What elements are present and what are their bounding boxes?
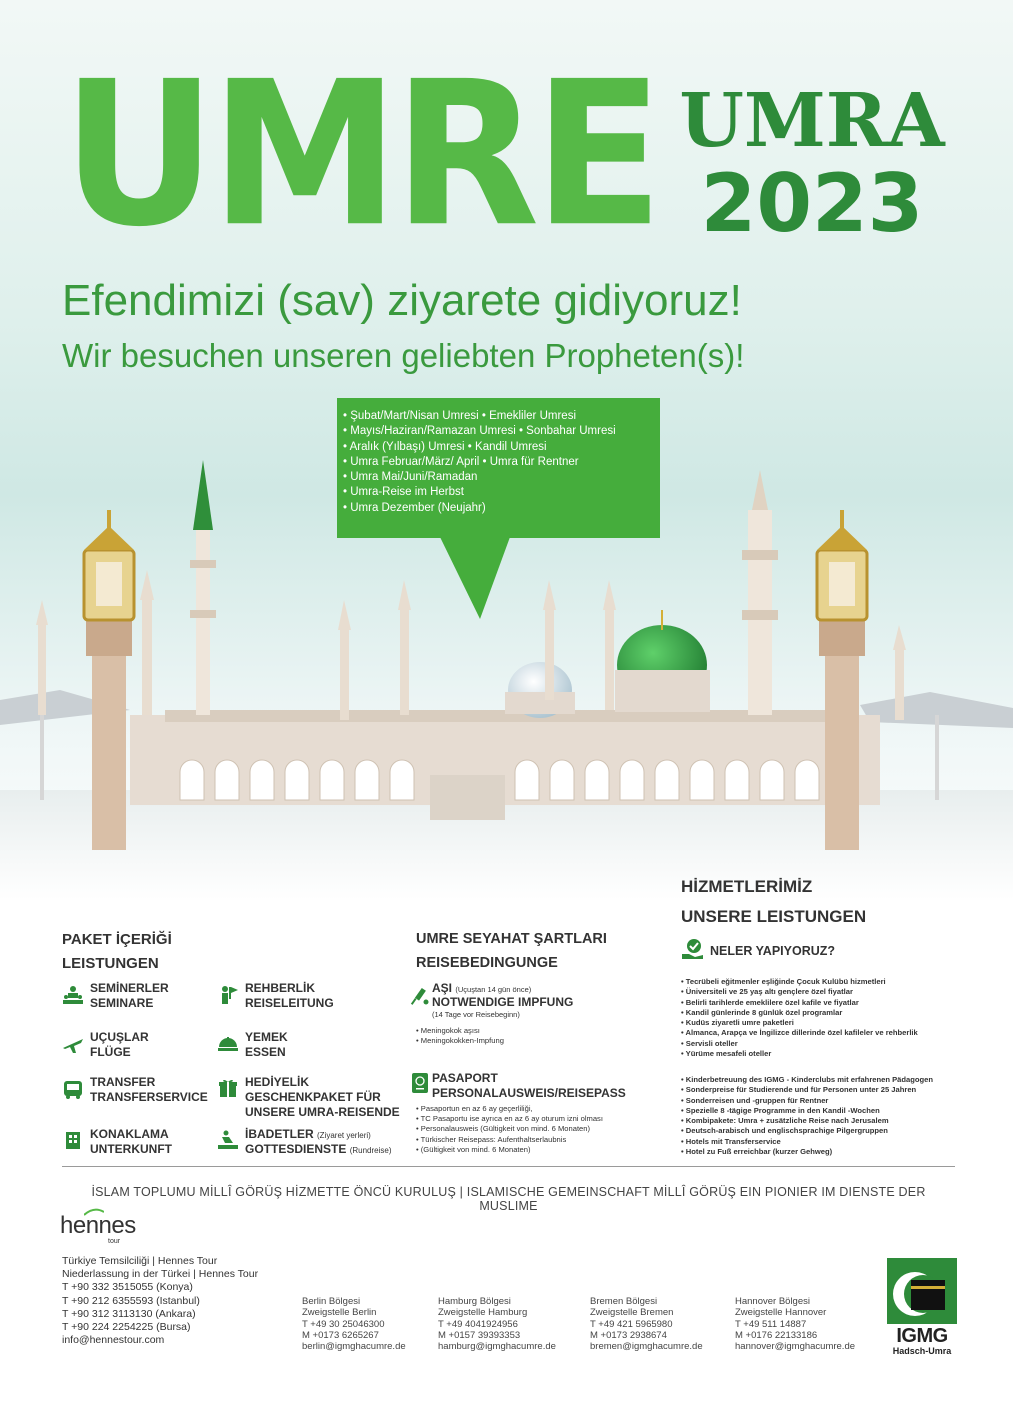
syringe-icon (410, 984, 430, 1006)
bus-icon (62, 1080, 84, 1100)
footer-divider (62, 1166, 955, 1167)
services-list-de (681, 1075, 981, 1157)
list-item (416, 1114, 656, 1124)
branch-phone: T +49 511 14887 (735, 1318, 807, 1330)
vaccine-title-de: NOTWENDIGE IMPFUNG (432, 995, 574, 1009)
branch-phone: T +49 30 25046300 (302, 1318, 385, 1330)
vaccine-note-tr: (Uçuştan 14 gün önce) (455, 985, 532, 994)
transfer-label-tr: TRANSFER (90, 1075, 156, 1089)
contact-line: Türkiye Temsilciliği | Hennes Tour (62, 1255, 218, 1267)
list-item: • Meningokokken-Impfung (416, 1036, 504, 1046)
list-item: • Kombipakete: Umra + zusätzliche Reise nach Jerusalem (681, 1116, 981, 1126)
list-item: • Kinderbetreuung des IGMG - Kinderclubs mit erfahrenen Pädagogen (681, 1075, 981, 1085)
branch-hannover (735, 1296, 855, 1352)
igmg-logo-text: IGMG (896, 1325, 948, 1347)
conditions-title-tr: UMRE SEYAHAT ŞARTLARI (416, 931, 607, 947)
branch-region: Bremen Bölgesi (590, 1296, 658, 1307)
hennes-logo-sub: tour (108, 1238, 121, 1245)
list-item: • Umra Februar/März/ April • Umra für Rentner (343, 455, 658, 470)
branch-mobile: M +0157 39393353 (438, 1329, 521, 1341)
slogan-german: Wir besuchen unseren geliebten Propheten(s)! (62, 337, 745, 374)
branch-berlin (302, 1296, 406, 1352)
vaccine-list (416, 1026, 504, 1046)
passport-icon (410, 1072, 430, 1094)
gift-label-de-line2: UNSERE UMRA-REISENDE (245, 1105, 400, 1119)
list-item: • Personalausweis (Gültigkeit von mind. 6 Monaten) (416, 1124, 656, 1134)
side-title: UMRA (679, 78, 945, 164)
list-item: • Umra Mai/Juni/Ramadan (343, 470, 658, 485)
contact-line: T +90 312 3113130 (Ankara) (62, 1307, 196, 1320)
flights-label-de: FLÜGE (90, 1045, 131, 1059)
guide-icon (217, 985, 239, 1005)
package-title-tr: PAKET İÇERİĞİ (62, 931, 172, 948)
passport-list (416, 1104, 656, 1155)
contact-line: T +90 332 3515055 (Konya) (62, 1281, 193, 1294)
food-label-tr: YEMEK (245, 1030, 288, 1044)
list-item-text: TC Pasaportu ise ayrıca en az 6 ay oturum izni olması (420, 1114, 603, 1124)
branch-phone: T +49 4041924956 (438, 1318, 518, 1330)
services-title-tr: HİZMETLERİMİZ (681, 877, 813, 896)
year-title: 2023 (700, 157, 924, 250)
main-title: UMRE (62, 38, 658, 271)
passport-title-de: PERSONALAUSWEIS/REISEPASS (432, 1086, 626, 1100)
umra-types-list (343, 409, 658, 516)
services-list-tr (681, 977, 981, 1059)
branch-phone: T +49 421 5965980 (590, 1318, 673, 1330)
vaccine-note-de: (14 Tage vor Reisebeginn) (432, 1010, 520, 1019)
list-item: • Yürüme mesafeli oteller (681, 1049, 981, 1059)
hotel-icon (62, 1130, 84, 1150)
igmg-logo-sub: Hadsch-Umra (892, 1346, 952, 1356)
airplane-icon (62, 1035, 84, 1055)
branch-email[interactable]: bremen@igmghacumre.de (590, 1341, 703, 1353)
branch-office: Zweigstelle Berlin (302, 1307, 377, 1319)
hennes-contact (62, 1255, 258, 1347)
package-title-de: LEISTUNGEN (62, 955, 159, 972)
list-item: • Meningokok aşısı (416, 1026, 504, 1036)
services-subtitle: NELER YAPIYORUZ? (710, 944, 836, 958)
worship-note-tr: (Ziyaret yerleri) (317, 1131, 371, 1140)
branch-region: Hamburg Bölgesi (438, 1296, 511, 1307)
branch-bremen (590, 1296, 703, 1352)
list-item: • Umra-Reise im Herbst (343, 485, 658, 500)
list-item: • Deutsch-arabisch und englischsprachige Pilgergruppen (681, 1126, 981, 1136)
branch-email[interactable]: berlin@igmghacumre.de (302, 1341, 406, 1353)
list-item: • Kudüs ziyaretli umre paketleri (681, 1018, 981, 1028)
branch-mobile: M +0176 22133186 (735, 1329, 818, 1341)
passport-title-tr: PASAPORT (432, 1071, 498, 1085)
list-item: • Pasaportun en az 6 ay geçerliliği, (416, 1104, 656, 1114)
branch-hamburg (438, 1296, 556, 1352)
slogan-turkish: Efendimizi (sav) ziyarete gidiyoruz! (62, 276, 742, 325)
contact-line: Niederlassung in der Türkei | Hennes Tour (62, 1268, 259, 1281)
list-item: • Sonderpreise für Studierende und für Personen unter 25 Jahren (681, 1085, 981, 1095)
conditions-title-de: REISEBEDINGUNGE (416, 955, 558, 971)
foundation-tagline: İSLAM TOPLUMU MİLLÎ GÖRÜŞ HİZMETTE ÖNCÜ KURULUŞ | ISLAMISCHE GEMEINSCHAFT MİLLÎ GÖRÜŞ EIN PIONIER IM DIENSTE DER MUSLIME (91, 1185, 926, 1213)
branch-mobile: M +0173 2938674 (590, 1329, 667, 1341)
list-item: • Servisli oteller (681, 1039, 981, 1049)
branch-office: Zweigstelle Bremen (590, 1307, 674, 1319)
list-item: • Mayıs/Haziran/Ramazan Umresi • Sonbahar Umresi (343, 424, 658, 439)
branch-region: Hannover Bölgesi (735, 1296, 810, 1307)
list-item: • Umra Dezember (Neujahr) (343, 501, 658, 516)
hennes-logo-swoosh (84, 1208, 104, 1216)
gift-icon (217, 1078, 239, 1098)
contact-line: T +90 224 2254225 (Bursa) (62, 1321, 191, 1334)
branch-office: Zweigstelle Hannover (735, 1307, 827, 1319)
branch-email[interactable]: hamburg@igmghacumre.de (438, 1341, 556, 1353)
bubble-tail (440, 537, 510, 619)
worship-label-tr (245, 1127, 371, 1143)
list-item: • Hotels mit Transferservice (681, 1137, 981, 1147)
list-item: • Aralık (Yılbaşı) Umresi • Kandil Umresi (343, 440, 658, 455)
list-item: • Şubat/Mart/Nisan Umresi • Emekliler Umresi (343, 409, 658, 424)
food-label-de: ESSEN (245, 1045, 286, 1059)
list-item: • Tecrübeli eğitmenler eşliğinde Çocuk Kulübü hizmetleri (681, 977, 981, 987)
list-item: • Sonderreisen und -gruppen für Rentner (681, 1096, 981, 1106)
list-item: • Almanca, Arapça ve İngilizce dillerinde özel kafileler ve rehberlik (681, 1028, 981, 1038)
transfer-label-de: TRANSFERSERVICE (90, 1090, 208, 1104)
branch-region: Berlin Bölgesi (302, 1296, 361, 1307)
hennes-logo: hennes (60, 1212, 136, 1239)
list-item: • Üniversiteli ve 25 yaş altı gençlere özel fiyatlar (681, 987, 981, 997)
accommodation-label-de: UNTERKUNFT (90, 1142, 172, 1156)
services-title-de: UNSERE LEISTUNGEN (681, 907, 867, 926)
gift-label-tr: HEDİYELİK (245, 1075, 310, 1089)
worship-label-de-text: GOTTESDIENSTE (245, 1142, 347, 1156)
list-item: • Kandil günlerinde 8 günlük özel programlar (681, 1008, 981, 1018)
contact-email[interactable]: info@hennestour.com (62, 1334, 165, 1347)
guide-label-tr: REHBERLİK (245, 981, 316, 995)
list-item (416, 1145, 656, 1155)
food-icon (217, 1035, 239, 1055)
list-item: • Türkischer Reisepass: Aufenthaltserlaubnis (416, 1135, 656, 1145)
list-item: • Belirli tarihlerde emeklilere özel kafile ve fiyatlar (681, 998, 981, 1008)
worship-note-de: (Rundreise) (349, 1146, 392, 1155)
prayer-icon (217, 1130, 239, 1150)
branch-mobile: M +0173 6265267 (302, 1329, 379, 1341)
list-item: • Spezielle 8 -tägige Programme in den Kandil -Wochen (681, 1106, 981, 1116)
seminar-label-de: SEMINARE (90, 996, 154, 1010)
flights-label-tr: UÇUŞLAR (90, 1030, 149, 1044)
seminar-icon (62, 985, 84, 1005)
worship-label-de (245, 1142, 391, 1158)
list-item-text: (Gültigkeit von mind. 6 Monaten) (420, 1144, 531, 1154)
gift-label-de: GESCHENKPAKET FÜR (245, 1090, 381, 1104)
contact-line: T +90 212 6355593 (Istanbul) (62, 1294, 200, 1307)
check-hand-icon (681, 938, 705, 960)
seminar-label-tr: SEMİNERLER (90, 981, 169, 995)
worship-label-tr-text: İBADETLER (245, 1127, 314, 1141)
accommodation-label-tr: KONAKLAMA (90, 1127, 169, 1141)
vaccine-title-tr-text: AŞI (432, 981, 453, 995)
guide-label-de: REISELEITUNG (245, 996, 334, 1010)
branch-email[interactable]: hannover@igmghacumre.de (735, 1341, 856, 1353)
branch-office: Zweigstelle Hamburg (438, 1307, 528, 1319)
list-item: • Hotel zu Fuß erreichbar (kurzer Gehweg) (681, 1147, 981, 1157)
